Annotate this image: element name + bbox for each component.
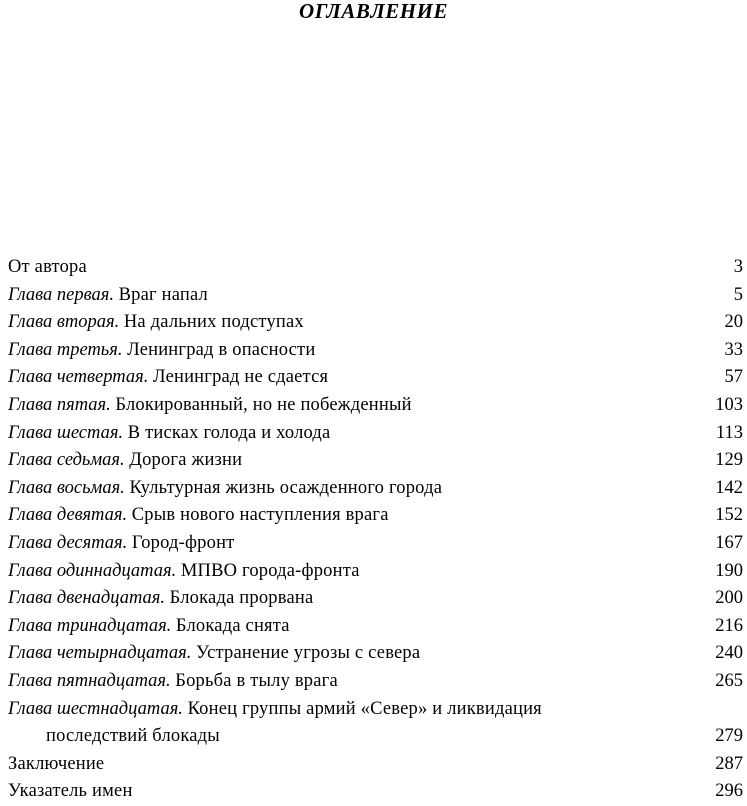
table-of-contents <box>8 254 743 806</box>
entry-page: 240 <box>715 643 743 664</box>
entry-page: 167 <box>715 532 743 553</box>
entry-page: 103 <box>715 394 743 415</box>
toc-entry <box>8 364 743 392</box>
toc-entry <box>8 337 743 365</box>
entry-page: 5 <box>733 284 743 305</box>
toc-entry <box>8 613 743 641</box>
toc-entry <box>8 309 743 337</box>
chapter-label: Глава десятая. <box>8 532 128 553</box>
toc-entry <box>8 530 743 558</box>
toc-entry <box>8 558 743 586</box>
entry-title: МПВО города-фронта <box>180 560 360 581</box>
chapter-label: Глава девятая. <box>8 505 128 526</box>
entry-title: Дорога жизни <box>129 450 243 471</box>
entry-title: Блокада прорвана <box>169 588 314 609</box>
entry-page: 113 <box>715 422 743 443</box>
chapter-label: Глава одиннадцатая. <box>8 560 177 581</box>
entry-title: Конец группы армий «Север» и ликвидация <box>187 698 542 719</box>
entry-title: Ленинград в опасности <box>127 339 316 360</box>
entry-page: 142 <box>715 477 743 498</box>
entry-title: На дальних подступах <box>123 312 304 333</box>
toc-entry <box>8 696 743 751</box>
toc-entry <box>8 751 743 779</box>
entry-title: Борьба в тылу врага <box>175 670 338 691</box>
toc-entry <box>8 668 743 696</box>
entry-title: Блокированный, но не побежденный <box>115 394 412 415</box>
chapter-label: Глава четырнадцатая. <box>8 643 192 664</box>
entry-page: 129 <box>715 450 743 471</box>
entry-page: 287 <box>715 753 743 774</box>
entry-title-continuation: последствий блокады <box>46 726 220 747</box>
entry-title: Город-фронт <box>131 532 235 553</box>
toc-entry <box>8 420 743 448</box>
chapter-label: Глава седьмая. <box>8 450 125 471</box>
entry-title: Враг напал <box>118 284 208 305</box>
chapter-label: Глава третья. <box>8 339 123 360</box>
chapter-label: Глава четвертая. <box>8 367 149 388</box>
entry-page: 3 <box>733 257 743 277</box>
toc-entry <box>8 392 743 420</box>
entry-page: 57 <box>724 367 743 388</box>
entry-title: Срыв нового наступления врага <box>131 505 389 526</box>
toc-entry <box>8 475 743 503</box>
entry-title: Ленинград не сдается <box>152 367 329 388</box>
chapter-label: Глава пятая. <box>8 394 111 415</box>
entry-page: 279 <box>715 726 743 747</box>
chapter-label: Глава шестая. <box>8 422 124 443</box>
toc-entry <box>8 640 743 668</box>
entry-page: 265 <box>715 670 743 691</box>
entry-page: 216 <box>715 615 743 636</box>
chapter-label: Глава вторая. <box>8 312 120 333</box>
chapter-label: Глава тринадцатая. <box>8 615 172 636</box>
entry-title: Блокада снята <box>175 615 290 636</box>
toc-entry <box>8 282 743 310</box>
entry-title: От автора <box>8 257 87 277</box>
chapter-label: Глава первая. <box>8 284 114 305</box>
chapter-label: Глава восьмая. <box>8 477 125 498</box>
entry-title: Культурная жизнь осажденного города <box>129 477 443 498</box>
entry-page: 33 <box>724 339 743 360</box>
toc-entry <box>8 447 743 475</box>
entry-title: Устранение угрозы с севера <box>196 643 421 664</box>
entry-page: 190 <box>715 560 743 581</box>
entry-page: 296 <box>715 781 743 802</box>
toc-entry <box>8 502 743 530</box>
entry-title: В тисках голода и холода <box>127 422 331 443</box>
page-title: ОГЛАВЛЕНИЕ <box>299 0 448 23</box>
chapter-label: Глава двенадцатая. <box>8 588 166 609</box>
chapter-label: Глава пятнадцатая. <box>8 670 171 691</box>
toc-entry <box>8 254 743 282</box>
toc-entry <box>8 778 743 806</box>
entry-page: 20 <box>724 312 743 333</box>
toc-entry <box>8 585 743 613</box>
chapter-label: Глава шестнадцатая. <box>8 698 183 719</box>
entry-page: 152 <box>715 505 743 526</box>
entry-title: Указатель имен <box>8 781 133 802</box>
entry-page: 200 <box>715 588 743 609</box>
entry-title: Заключение <box>8 753 105 774</box>
